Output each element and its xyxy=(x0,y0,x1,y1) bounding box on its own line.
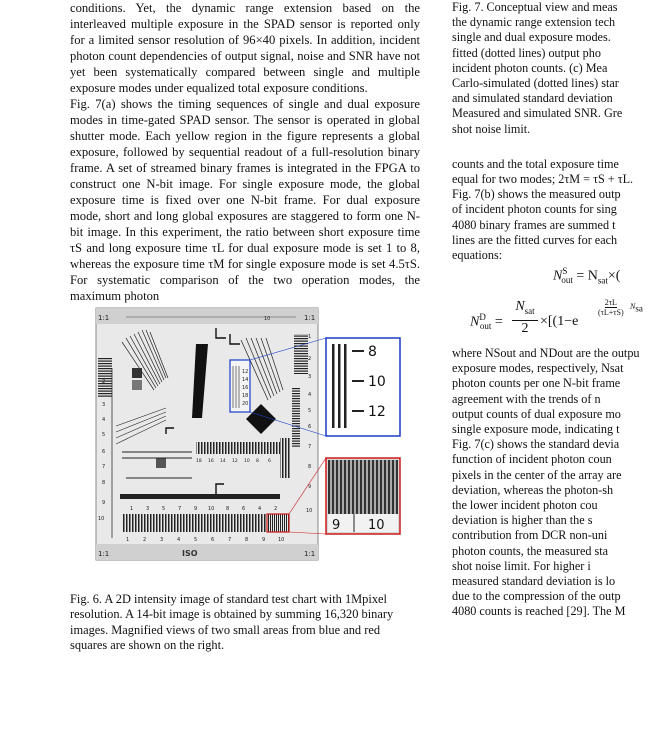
eq2-exp-num: 2τL xyxy=(604,298,617,307)
figure-7-caption xyxy=(452,0,652,137)
eq1-lhs-sub: out xyxy=(561,275,573,286)
eq1-rhs-sub: sat xyxy=(597,275,608,286)
corner-label-br: 1:1 xyxy=(304,550,316,558)
text-line: deviation, whereas the photon-sh xyxy=(452,482,614,497)
red-inset xyxy=(326,458,400,534)
text-line: the dynamic range extension tech xyxy=(452,15,616,30)
blue-square-tick: 20 xyxy=(242,401,249,407)
text-line: shot noise limit. xyxy=(452,121,531,136)
text-line: the lower incident photon cou xyxy=(452,498,598,513)
text-line: equations: xyxy=(452,248,503,263)
eq2-frac-num-sub: sat xyxy=(524,305,535,316)
left-num: 9 xyxy=(102,500,106,506)
lower-num: 3 xyxy=(146,506,150,512)
right-num: 7 xyxy=(308,444,312,450)
right-num: 2 xyxy=(308,356,312,362)
eq2-exp-den: (τL+τS) xyxy=(598,308,624,317)
eq1-lhs-sup: S xyxy=(562,266,568,276)
corner-label-tl: 1:1 xyxy=(98,314,110,322)
blue-inset-label-8: 8 xyxy=(368,344,377,360)
corner-label-bl: 1:1 xyxy=(98,550,110,558)
bar-num: 18 xyxy=(196,459,202,464)
test-chart-image xyxy=(96,308,404,560)
left-column xyxy=(70,0,420,304)
figure-6-caption: Fig. 6. A 2D intensity image of standard test chart with 1Mpixel resolution. A 14-bit image is obtained by summing 16,320 binary images. Magnified views of two small areas from blue and red squares are shown on the right. xyxy=(70,592,394,653)
eq2-body: ×[(1−e xyxy=(540,314,579,329)
lower-num: 6 xyxy=(242,506,246,512)
lower-num: 10 xyxy=(208,506,215,512)
text-line: photon counts per one N-bit frame xyxy=(452,376,621,391)
bar-num: 8 xyxy=(256,459,259,464)
right-num: 10 xyxy=(306,508,313,514)
right-num: 9 xyxy=(308,484,312,490)
text-line: and simulated standard deviation xyxy=(452,91,613,106)
right-num: 8 xyxy=(308,464,312,470)
eq2-frac-num: N xyxy=(515,299,525,314)
text-line: incident photon counts. (c) Mea xyxy=(452,60,608,75)
blue-square-tick: 12 xyxy=(242,369,249,375)
bottom-scale-num: 5 xyxy=(194,537,198,543)
bar-num: 12 xyxy=(232,459,238,464)
right-num: 6 xyxy=(308,424,312,430)
right-column xyxy=(452,0,652,263)
text-line: output counts of dual exposure mo xyxy=(452,406,621,421)
eq2-lhs-sub: out xyxy=(479,321,492,332)
text-line: contribution from DCR non-uni xyxy=(452,528,608,543)
left-num: 8 xyxy=(102,480,106,486)
right-num: 1 xyxy=(308,334,312,340)
text-line: of incident photon counts for sing xyxy=(452,202,617,217)
blue-inset-label-12: 12 xyxy=(368,404,386,420)
bottom-scale-num: 2 xyxy=(143,537,147,543)
lower-num: 7 xyxy=(178,506,182,512)
lower-num: 1 xyxy=(130,506,134,512)
lower-num: 2 xyxy=(274,506,278,512)
right-num: 5 xyxy=(308,408,312,414)
text-line: where NSout and NDout are the outpu xyxy=(452,346,640,360)
right-num: 3 xyxy=(308,374,312,380)
left-num: 6 xyxy=(102,449,106,455)
text-line: agreement with the trends of n xyxy=(452,391,601,406)
text-line: single exposure mode, indicating t xyxy=(452,422,620,437)
text-line: Fig. 7(c) shows the standard devia xyxy=(452,437,620,452)
text-line: Measured and simulated SNR. Gre xyxy=(452,106,623,121)
text-line: Fig. 7(b) shows the measured outp xyxy=(452,187,621,202)
text-line: equal for two modes; 2τM = τS + τL. xyxy=(452,172,634,187)
red-inset-label-10: 10 xyxy=(368,518,385,533)
bottom-scale-num: 4 xyxy=(177,537,181,543)
left-num: 3 xyxy=(102,402,106,408)
text-line: measured standard deviation is lo xyxy=(452,574,616,589)
bottom-scale-num: 8 xyxy=(245,537,249,543)
bottom-scale-num: 7 xyxy=(228,537,232,543)
bar-num: 6 xyxy=(268,459,271,464)
bottom-scale-num: 10 xyxy=(278,537,285,543)
figure-6 xyxy=(96,308,404,560)
left-num: 10 xyxy=(98,516,105,522)
eq1-lhs: N xyxy=(553,268,563,284)
blue-square-tick: 14 xyxy=(242,377,249,383)
text-line: photon counts, the measured sta xyxy=(452,543,609,558)
right-num: 4 xyxy=(308,392,312,398)
text-line: function of incident photon coun xyxy=(452,452,612,467)
text-line: counts and the total exposure time xyxy=(452,156,619,171)
left-num: 2 xyxy=(102,379,106,385)
text-line: due to the compression of the outp xyxy=(452,589,621,604)
blue-inset xyxy=(326,338,400,436)
eq1-rhs: = N xyxy=(576,268,598,284)
eq1-tail: ×( xyxy=(607,268,621,284)
text-line: single and dual exposure modes. xyxy=(452,30,611,45)
lower-num: 4 xyxy=(258,506,262,512)
blue-square-tick: 18 xyxy=(242,393,249,399)
bar-num: 14 xyxy=(220,459,226,464)
eq2-frac-den: 2 xyxy=(521,320,529,336)
text-line: shot noise limit. For higher i xyxy=(452,558,591,573)
text-line: deviation is higher than the s xyxy=(452,513,593,528)
red-inset-label-9: 9 xyxy=(332,518,341,533)
text-line: 4080 binary frames are summed t xyxy=(452,217,616,232)
bar-num: 10 xyxy=(244,459,250,464)
top-scale-label: 10 xyxy=(264,316,271,322)
bar-num: 16 xyxy=(208,459,214,464)
text-line: lines are the fitted curves for each xyxy=(452,232,618,247)
eq2-lhs: N xyxy=(470,314,480,330)
bottom-scale-num: 1 xyxy=(126,537,130,543)
text-line: pixels in the center of the array are xyxy=(452,467,622,482)
left-num: 5 xyxy=(102,432,106,438)
equation-2: $N^D_{out}$ = $N_{sat}$ 2 ×[(1−e 2τL (τL+τS) $N_{sa}$ xyxy=(470,298,643,336)
bottom-scale-num: 6 xyxy=(211,537,215,543)
eq2-lhs-sup: D xyxy=(479,312,486,322)
text-line: 4080 counts is reached [29]. The M xyxy=(452,604,626,619)
corner-label-tr: 1:1 xyxy=(304,314,316,322)
equation-1 xyxy=(553,266,620,285)
left-num: 4 xyxy=(102,417,106,423)
eq2-exp-tail: N xyxy=(630,302,636,311)
blue-inset-label-10: 10 xyxy=(368,374,386,390)
bottom-scale-num: 3 xyxy=(160,537,164,543)
iso-logo-text: ISO xyxy=(182,549,198,558)
bottom-scale-num: 9 xyxy=(262,537,266,543)
eq2-exp-tail-sub: sa xyxy=(635,303,643,314)
blue-square-tick: 16 xyxy=(242,385,249,391)
paragraph-1: conditions. Yet, the dynamic range extension based on the interleaved multiple exposure in the SPAD sensor is reported only for a limited sensor resolution of 96×40 pixels. In addition, incident photon count dependencies of output signal, noise and SNR have not yet been systematically compared between single and multiple exposure modes under equalized total exposure conditions. xyxy=(70,1,420,95)
text-line: Carlo-simulated (dotted lines) star xyxy=(452,76,619,91)
body-text-b xyxy=(452,346,652,620)
text-line: exposure modes, respectively, Nsat xyxy=(452,361,624,376)
lower-num: 5 xyxy=(162,506,166,512)
left-num: 7 xyxy=(102,464,106,470)
paragraph-2: Fig. 7(a) shows the timing sequences of single and dual exposure modes in time-gated SPAD sensor. The sensor is operated in global shutter mode. Each yellow region in the figure represents a global exposure, followed by sequential readout of a full-resolution binary frame. A set of streamed binary frames is integrated in the FPGA to construct one N-bit image. For single exposure mode, the global exposure time is fixed over one N-bit frame. For dual exposure mode, short and long global exposures are staggered to form one N-bit image. In this experiment, the ratio between short exposure time τS and long exposure time τL for dual exposure mode is set 1 to 8, whereas the exposure time τM for single exposure mode is set 4.5τS. For systematic comparison of the two operation modes, the maximum photon xyxy=(70,97,420,303)
lower-num: 8 xyxy=(226,506,230,512)
text-line: fitted (dotted lines) output pho xyxy=(452,45,601,60)
body-text-a xyxy=(452,157,652,263)
text-line: Fig. 7. Conceptual view and meas xyxy=(452,0,618,14)
lower-num: 9 xyxy=(194,506,198,512)
